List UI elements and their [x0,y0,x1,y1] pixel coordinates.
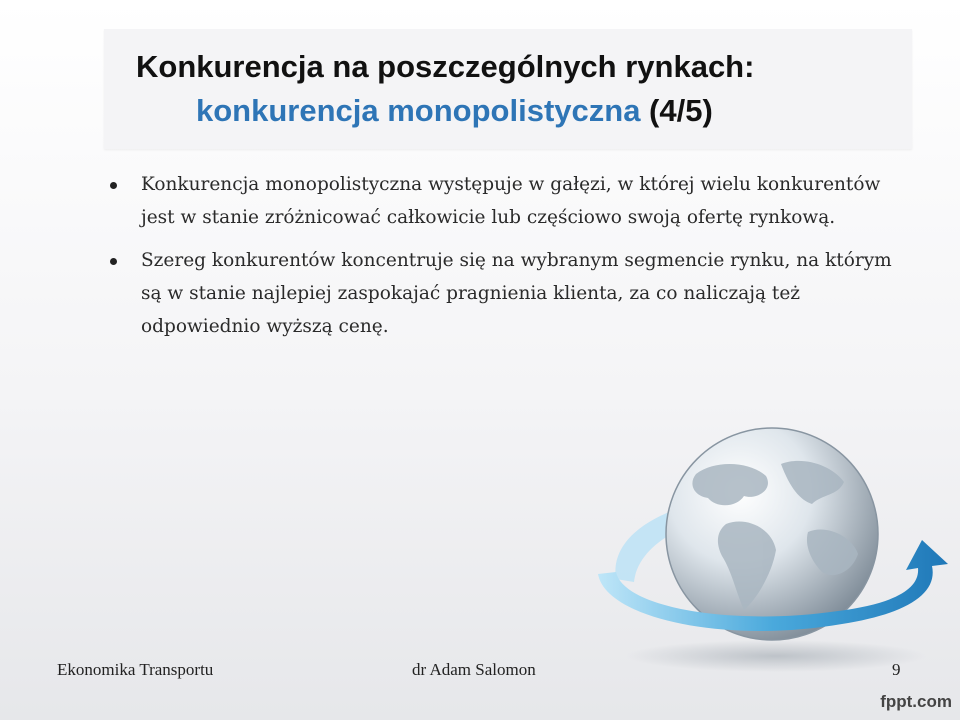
bullet-item [110,168,910,234]
subtitle-main: konkurencja monopolistyczna [196,93,641,128]
footer-author: dr Adam Salomon [412,660,536,679]
footer-course: Ekonomika Transportu [57,660,214,679]
globe-with-orbit-arrows-icon [576,404,960,674]
bullet-dot-icon [110,182,117,189]
bullet-text: Konkurencja monopolistyczna występuje w gałęzi, w której wielu konkurentów jest w stanie zróżnicować całkowicie lub częściowo swoją ofertę rynkową. [141,174,881,228]
subtitle-suffix: (4/5) [640,93,713,128]
bullet-text: Szereg konkurentów koncentruje się na wybranym segmencie rynku, na którym są w stanie najlepiej zaspokajać pragnienia klienta, za co naliczają też odpowiednio wyższą cenę. [141,250,892,337]
bullet-dot-icon [110,258,117,265]
globe-shadow [626,640,926,672]
watermark: fppt.com [880,692,952,711]
slide-subtitle [196,93,713,129]
page-number: 9 [892,660,901,679]
bullet-list [110,168,910,353]
bullet-item [110,244,910,343]
globe-sphere [666,428,878,640]
slide-title: Konkurencja na poszczególnych rynkach: [136,49,755,84]
title-box [104,29,912,149]
